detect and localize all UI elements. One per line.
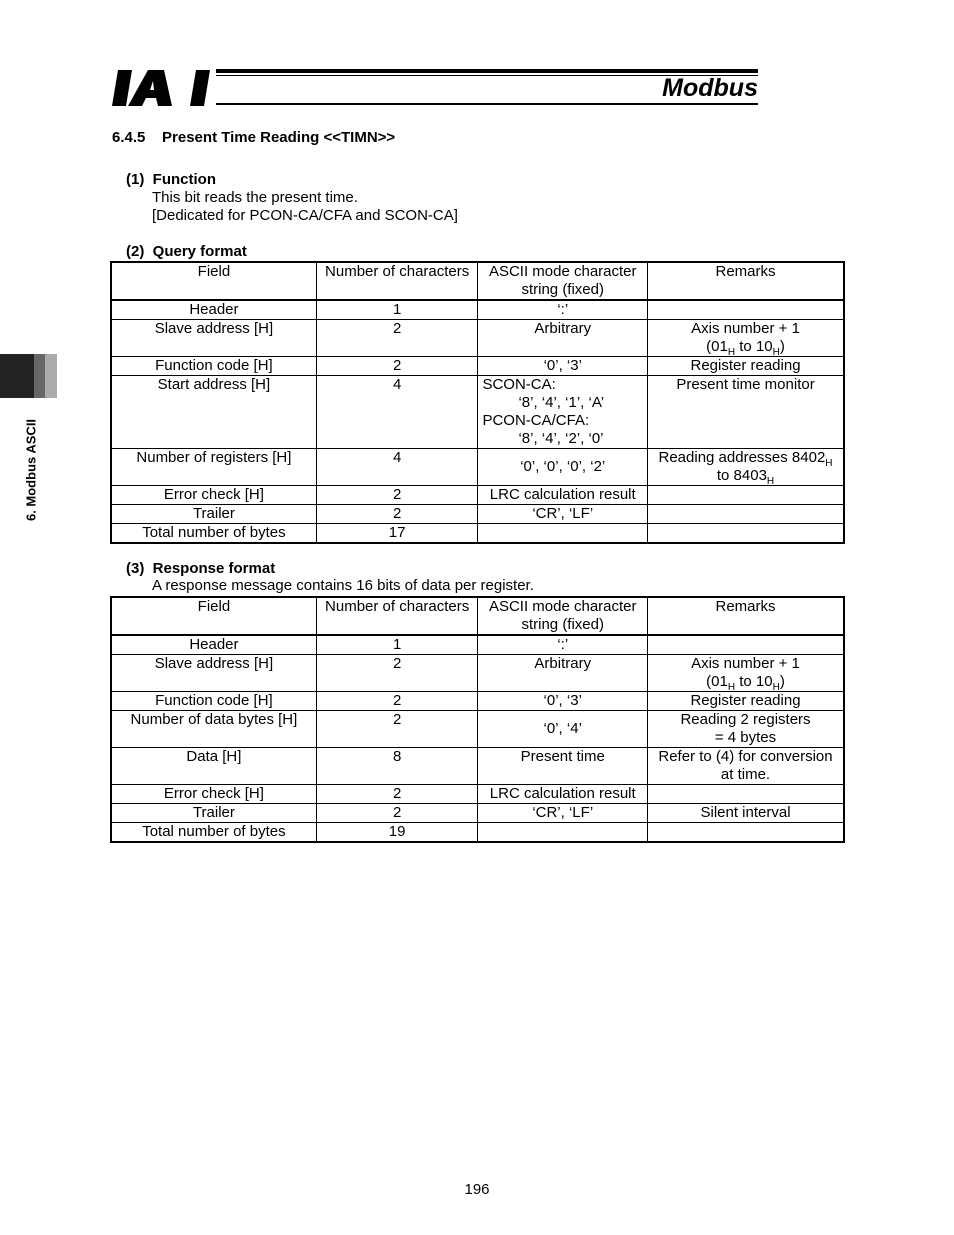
col-count: Number of characters bbox=[316, 262, 478, 300]
cell-ascii: LRC calculation result bbox=[478, 486, 648, 505]
cell-field: Total number of bytes bbox=[111, 524, 316, 544]
iai-logo bbox=[112, 68, 212, 108]
cell-field: Function code [H] bbox=[111, 357, 316, 376]
col-field: Field bbox=[111, 597, 316, 635]
table-row bbox=[111, 655, 844, 692]
cell-remarks bbox=[648, 524, 844, 544]
cell-count: 2 bbox=[316, 320, 478, 357]
table-row bbox=[111, 785, 844, 804]
cell-remarks: Axis number + 1 ($01_H$ to $10_H$) bbox=[648, 320, 844, 357]
cell-field: Slave address [H] bbox=[111, 320, 316, 357]
cell-field: Error check [H] bbox=[111, 785, 316, 804]
col-ascii: ASCII mode character string (fixed) bbox=[478, 597, 648, 635]
cell-ascii: ‘CR’, ‘LF’ bbox=[478, 505, 648, 524]
cell-ascii: ‘CR’, ‘LF’ bbox=[478, 804, 648, 823]
table-row bbox=[111, 449, 844, 486]
cell-remarks bbox=[648, 785, 844, 804]
cell-count: 17 bbox=[316, 524, 478, 544]
cell-count: 19 bbox=[316, 823, 478, 843]
cell-ascii: ‘:’ bbox=[478, 635, 648, 655]
cell-count: 2 bbox=[316, 692, 478, 711]
table-row bbox=[111, 635, 844, 655]
cell-remarks: Axis number + 1 ($01_H$ to $10_H$) bbox=[648, 655, 844, 692]
cell-count: 4 bbox=[316, 449, 478, 486]
cell-count: 2 bbox=[316, 505, 478, 524]
header-title: Modbus bbox=[662, 74, 758, 102]
page-number: 196 bbox=[464, 1181, 490, 1198]
table-row bbox=[111, 524, 844, 544]
table-row bbox=[111, 486, 844, 505]
function-line-2: [Dedicated for PCON-CA/CFA and SCON-CA] bbox=[152, 207, 458, 224]
cell-ascii: ‘0’, ‘3’ bbox=[478, 692, 648, 711]
cell-ascii: ‘:’ bbox=[478, 300, 648, 320]
cell-count: 4 bbox=[316, 376, 478, 449]
cell-count: 2 bbox=[316, 357, 478, 376]
table-row bbox=[111, 357, 844, 376]
table-row bbox=[111, 748, 844, 785]
section-heading: 6.4.5 Present Time Reading <<TIMN>> bbox=[112, 129, 396, 146]
cell-remarks bbox=[648, 486, 844, 505]
cell-field: Header bbox=[111, 300, 316, 320]
cell-remarks: Silent interval bbox=[648, 804, 844, 823]
cell-field: Start address [H] bbox=[111, 376, 316, 449]
cell-ascii: ‘0’, ‘3’ bbox=[478, 357, 648, 376]
table-row bbox=[111, 300, 844, 320]
cell-field: Function code [H] bbox=[111, 692, 316, 711]
cell-field: Header bbox=[111, 635, 316, 655]
cell-ascii: Present time bbox=[478, 748, 648, 785]
cell-count: 2 bbox=[316, 804, 478, 823]
cell-ascii bbox=[478, 823, 648, 843]
cell-field: Number of registers [H] bbox=[111, 449, 316, 486]
cell-remarks: Present time monitor bbox=[648, 376, 844, 449]
cell-remarks bbox=[648, 823, 844, 843]
cell-field: Slave address [H] bbox=[111, 655, 316, 692]
cell-remarks bbox=[648, 505, 844, 524]
cell-remarks: Refer to (4) for conversion at time. bbox=[648, 748, 844, 785]
cell-remarks: Reading 2 registers = 4 bytes bbox=[648, 711, 844, 748]
table-header-row bbox=[111, 262, 844, 300]
cell-remarks bbox=[648, 300, 844, 320]
cell-count: 1 bbox=[316, 635, 478, 655]
cell-field: Trailer bbox=[111, 804, 316, 823]
cell-count: 2 bbox=[316, 711, 478, 748]
col-ascii: ASCII mode character string (fixed) bbox=[478, 262, 648, 300]
cell-ascii: LRC calculation result bbox=[478, 785, 648, 804]
table-header-row bbox=[111, 597, 844, 635]
function-line-1: This bit reads the present time. bbox=[152, 189, 358, 206]
cell-field: Error check [H] bbox=[111, 486, 316, 505]
table-row bbox=[111, 320, 844, 357]
col-remarks: Remarks bbox=[648, 597, 844, 635]
cell-remarks: Register reading bbox=[648, 692, 844, 711]
function-heading: (1) Function bbox=[126, 171, 216, 188]
cell-ascii: ‘0’, ‘0’, ‘0’, ‘2’ bbox=[478, 449, 648, 486]
cell-count: 2 bbox=[316, 785, 478, 804]
query-format-table bbox=[110, 261, 845, 544]
response-description: A response message contains 16 bits of data per register. bbox=[152, 577, 534, 594]
response-heading: (3) Response format bbox=[126, 560, 276, 577]
cell-field: Trailer bbox=[111, 505, 316, 524]
cell-remarks bbox=[648, 635, 844, 655]
table-row bbox=[111, 376, 844, 449]
cell-ascii: ‘0’, ‘4’ bbox=[478, 711, 648, 748]
cell-count: 8 bbox=[316, 748, 478, 785]
header-rule-bottom bbox=[216, 103, 758, 105]
cell-ascii: Arbitrary bbox=[478, 655, 648, 692]
chapter-side-label: 6. Modbus ASCII bbox=[23, 418, 39, 522]
table-row bbox=[111, 692, 844, 711]
cell-remarks: Reading addresses $8402_H$ to $8403_H$ bbox=[648, 449, 844, 486]
col-field: Field bbox=[111, 262, 316, 300]
header-rule-top bbox=[216, 69, 758, 73]
table-row bbox=[111, 505, 844, 524]
table-row bbox=[111, 823, 844, 843]
response-format-table bbox=[110, 596, 845, 843]
cell-count: 2 bbox=[316, 486, 478, 505]
table-row bbox=[111, 711, 844, 748]
chapter-tab-marker bbox=[0, 354, 57, 398]
cell-field: Data [H] bbox=[111, 748, 316, 785]
cell-field: Total number of bytes bbox=[111, 823, 316, 843]
table-row bbox=[111, 804, 844, 823]
col-remarks: Remarks bbox=[648, 262, 844, 300]
query-heading: (2) Query format bbox=[126, 243, 247, 260]
cell-count: 2 bbox=[316, 655, 478, 692]
cell-field: Number of data bytes [H] bbox=[111, 711, 316, 748]
cell-ascii: Arbitrary bbox=[478, 320, 648, 357]
cell-ascii bbox=[478, 524, 648, 544]
cell-ascii: SCON-CA: ‘8’, ‘4’, ‘1’, ‘A’ PCON-CA/CFA: ‘8’, ‘4’, ‘2’, ‘0’ bbox=[478, 376, 648, 449]
cell-remarks: Register reading bbox=[648, 357, 844, 376]
col-count: Number of characters bbox=[316, 597, 478, 635]
cell-count: 1 bbox=[316, 300, 478, 320]
